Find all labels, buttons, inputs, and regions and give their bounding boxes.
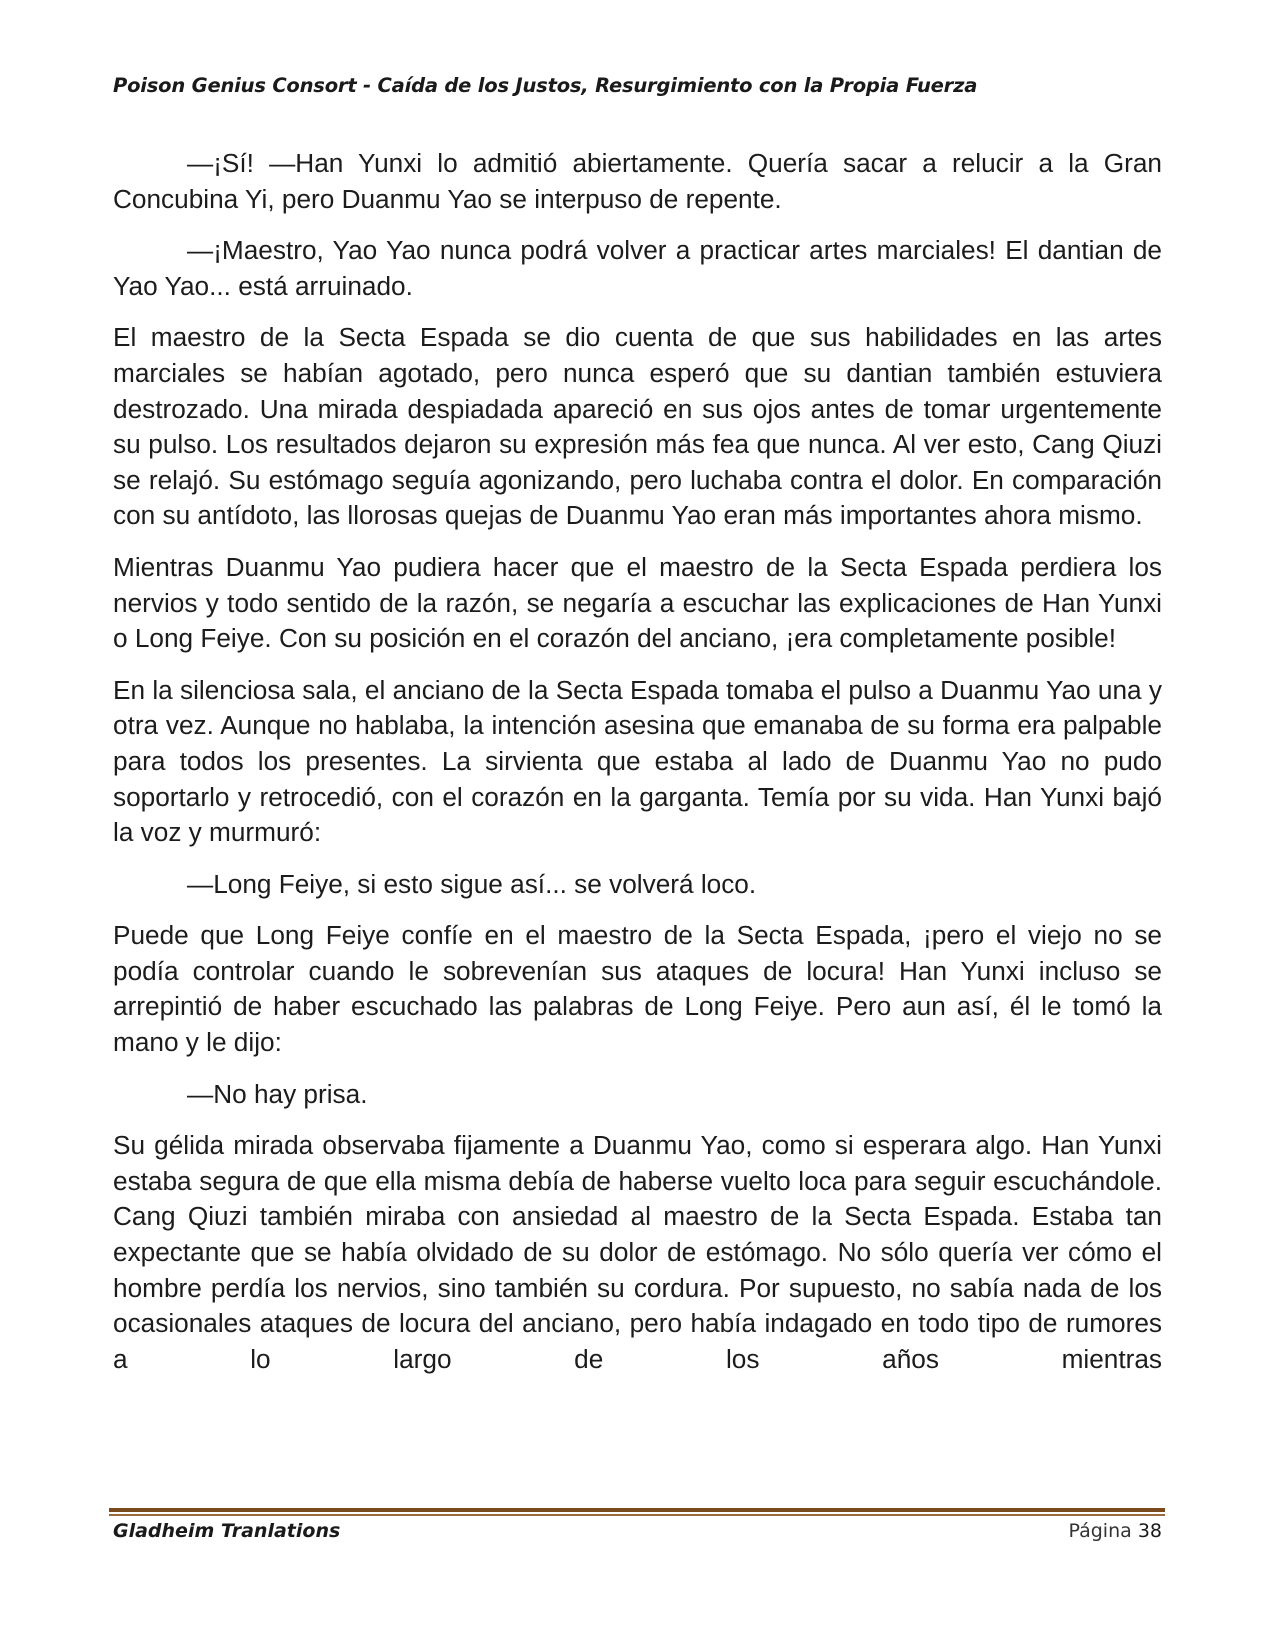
- page-number-footer: [1068, 1520, 1162, 1542]
- paragraph-2: —¡Maestro, Yao Yao nunca podrá volver a practicar artes marciales! El dantian de Yao Yao... está arruinado.: [113, 235, 1162, 301]
- paragraph-1: —¡Sí! —Han Yunxi lo admitió abiertamente. Quería sacar a relucir a la Gran Concubina Yi, pero Duanmu Yao se interpuso de repente.: [113, 148, 1162, 214]
- paragraph-7: Puede que Long Feiye confíe en el maestro de la Secta Espada, ¡pero el viejo no se podía controlar cuando le sobrevenían sus ataques de locura! Han Yunxi incluso se arrepintió de haber escuchado las palabras de Long Feiye. Pero aun así, él le tomó la mano y le dijo:: [113, 920, 1162, 1058]
- footer-rule: [109, 1508, 1165, 1516]
- paragraph-9: Su gélida mirada observaba fijamente a Duanmu Yao, como si esperara algo. Han Yunxi estaba segura de que ella misma debía de haberse vuelto loca para seguir escuchándole. Cang Qiuzi también miraba con ansiedad al maestro de la Secta Espada. Estaba tan expectante que se había olvidado de su dolor de estómago. No sólo quería ver cómo el hombre perdía los nervios, sino también su cordura. Por supuesto, no sabía nada de los ocasionales ataques de locura del anciano, pero había indagado en todo tipo de rumores a lo largo de los años mientras: [113, 1130, 1162, 1374]
- page-label: Página: [1068, 1520, 1132, 1542]
- paragraph-8: —No hay prisa.: [187, 1078, 368, 1109]
- body-text: [113, 146, 1162, 1393]
- footer-credit: Gladheim Tranlations: [113, 1520, 341, 1542]
- paragraph-3: El maestro de la Secta Espada se dio cuenta de que sus habilidades en las artes marciales se habían agotado, pero nunca esperó que su dantian también estuviera destrozado. Una mirada despiadada apareció en sus ojos antes de tomar urgentemente su pulso. Los resultados dejaron su expresión más fea que nunca. Al ver esto, Cang Qiuzi se relajó. Su estómago seguía agonizando, pero luchaba contra el dolor. En comparación con su antídoto, las llorosas quejas de Duanmu Yao eran más importantes ahora mismo.: [113, 322, 1162, 531]
- paragraph-5: En la silenciosa sala, el anciano de la Secta Espada tomaba el pulso a Duanmu Yao una y otra vez. Aunque no hablaba, la intención asesina que emanaba de su forma era palpable para todos los presentes. La sirvienta que estaba al lado de Duanmu Yao no pudo soportarlo y retrocedió, con el corazón en la garganta. Temía por su vida. Han Yunxi bajó la voz y murmuró:: [113, 674, 1162, 848]
- paragraph-6: —Long Feiye, si esto sigue así... se volverá loco.: [187, 868, 757, 899]
- running-header: Poison Genius Consort - Caída de los Justos, Resurgimiento con la Propia Fuerza: [113, 74, 978, 97]
- paragraph-4: Mientras Duanmu Yao pudiera hacer que el maestro de la Secta Espada perdiera los nervios y todo sentido de la razón, se negaría a escuchar las explicaciones de Han Yunxi o Long Feiye. Con su posición en el corazón del anciano, ¡era completamente posible!: [113, 551, 1162, 654]
- page-number: 38: [1137, 1520, 1162, 1542]
